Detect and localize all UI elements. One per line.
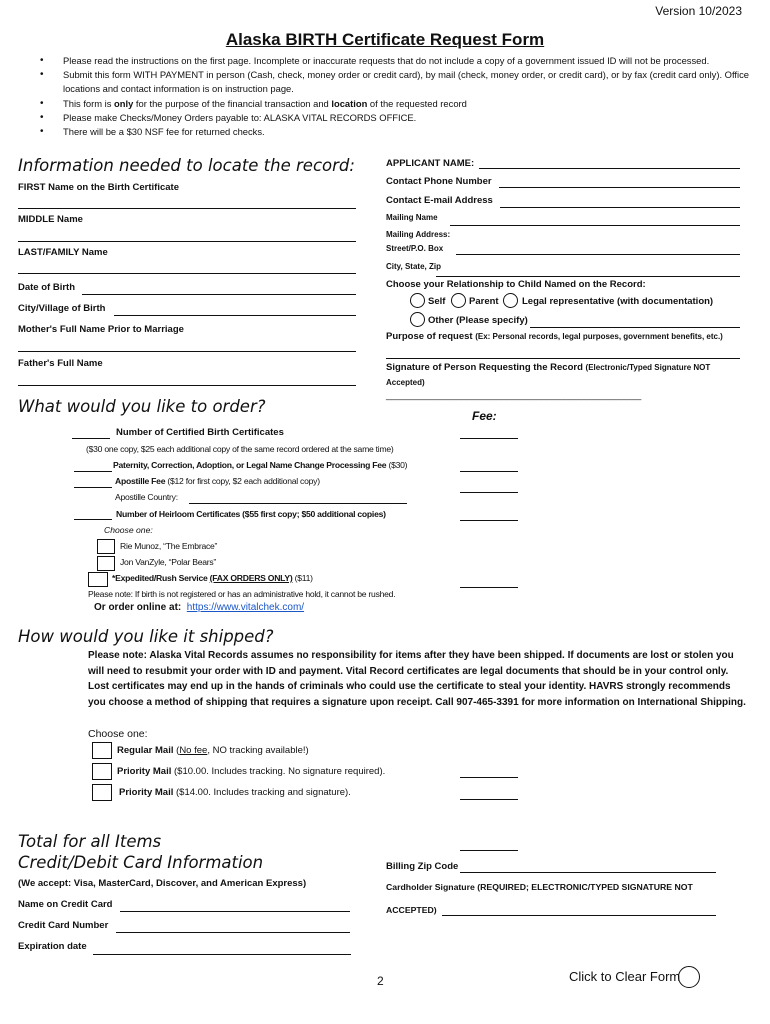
instruction-text: There will be a $30 NSF fee for returned checks.: [63, 126, 265, 138]
shipping-choose-one: Choose one:: [88, 728, 148, 740]
instruction-item: [38, 125, 750, 139]
mailing-name-field[interactable]: [450, 225, 740, 226]
paternity-line: [113, 460, 407, 470]
city-birth-field[interactable]: [114, 315, 356, 316]
priority-signature-line: [119, 787, 351, 798]
instruction-text: location: [331, 97, 368, 109]
apostille-fee-field[interactable]: [460, 492, 518, 493]
paternity-fee-field[interactable]: [460, 471, 518, 472]
certified-note: ($30 one copy, $25 each additional copy of the same record ordered at the same time): [86, 444, 394, 454]
instruction-text: Please make Checks/Money Orders payable to: ALASKA VITAL RECORDS OFFICE.: [63, 111, 417, 123]
relationship-parent-label: Parent: [469, 296, 499, 307]
billing-zip-label: Billing Zip Code: [386, 861, 459, 872]
apostille-label: Apostille Fee: [115, 476, 166, 486]
city-state-zip-field[interactable]: [436, 276, 740, 277]
relationship-other-label: Other (Please specify): [428, 315, 528, 326]
priority-signature-desc: ($14.00. Includes tracking and signature).: [176, 787, 351, 798]
expiration-label: Expiration date: [18, 941, 87, 952]
accepted-cards-note: (We accept: Visa, MasterCard, Discover, and American Express): [18, 878, 307, 889]
priority-mail-line: [117, 766, 385, 777]
email-label: Contact E-mail Address: [386, 195, 493, 206]
priority-mail-checkbox[interactable]: [92, 763, 112, 780]
expiration-field[interactable]: [93, 954, 351, 955]
clear-form-label: Click to Clear Form: [569, 969, 681, 984]
purpose-field[interactable]: [386, 358, 740, 359]
relationship-legal-label: Legal representative (with documentation): [522, 296, 714, 307]
heirloom-label: Number of Heirloom Certificates ($55 first copy; $50 additional copies): [116, 509, 386, 519]
online-order-line: [94, 602, 304, 613]
name-on-card-label: Name on Credit Card: [18, 899, 113, 910]
instruction-text: Submit this form WITH PAYMENT in person (Cash, check, money order or credit card), by mail (check, money order, or credit card), or by fax (credit card only). Office locations and contact information is on instruction page.: [63, 69, 749, 95]
cardholder-signature-label: Cardholder Signature (REQUIRED; ELECTRONIC/TYPED SIGNATURE NOT: [386, 882, 693, 892]
heirloom-embrace-checkbox[interactable]: [97, 539, 115, 554]
priority-signature-fee-field[interactable]: [460, 799, 518, 800]
signature-hint-2: Accepted): [386, 378, 425, 387]
apostille-country-field[interactable]: [189, 503, 407, 504]
father-name-label: Father's Full Name: [18, 358, 103, 369]
apostille-country-label: Apostille Country:: [115, 492, 178, 502]
priority-signature-label: Priority Mail: [119, 787, 174, 798]
first-name-field[interactable]: [18, 208, 356, 209]
instruction-text: for the purpose of the financial transaction and: [133, 97, 332, 109]
shipping-note: Please note: Alaska Vital Records assumes no responsibility for items after they have been shipped. If documents are lost or stolen you will need to resubmit your order with ID and payment. Vital Record certificates are legal documents that should be in your control only. Lost certificates may end up in the hands of criminals who could use the certificate to steal your identity. HAVRS strongly recommends you choose a method of shipping that requires a signature upon receipt. Call 907-465-3391 for more information on International Shipping.: [88, 650, 746, 708]
certified-quantity-field[interactable]: [72, 438, 110, 439]
rush-note: Please note: If birth is not registered or has an administrative hold, it cannot be rushed.: [88, 589, 396, 599]
city-birth-label: City/Village of Birth: [18, 303, 106, 314]
expedited-checkbox[interactable]: [88, 572, 108, 587]
relationship-self-radio[interactable]: [410, 293, 425, 308]
priority-mail-desc: ($10.00. Includes tracking. No signature required).: [174, 766, 386, 777]
instruction-text: of the requested record: [367, 97, 467, 109]
name-on-card-field[interactable]: [120, 911, 350, 912]
instructions-list: [38, 54, 750, 139]
instruction-text: Please read the instructions on the first page. Incomplete or inaccurate requests that do not include a copy of a government issued ID will not be processed.: [63, 55, 710, 66]
father-name-field[interactable]: [18, 385, 356, 386]
heirloom-polar-bears-checkbox[interactable]: [97, 556, 115, 571]
phone-field[interactable]: [499, 187, 740, 188]
signature-label: Signature of Person Requesting the Record: [386, 362, 583, 373]
last-name-label: LAST/FAMILY Name: [18, 247, 108, 258]
regular-mail-nofee: No fee: [179, 745, 208, 756]
instruction-item: [38, 97, 750, 111]
regular-mail-label: Regular Mail: [117, 745, 174, 756]
relationship-legal-radio[interactable]: [503, 293, 518, 308]
phone-label: Contact Phone Number: [386, 176, 492, 187]
signature-line-label: [386, 362, 710, 373]
paternity-quantity-field[interactable]: [74, 471, 112, 472]
purpose-line: [386, 331, 723, 342]
instruction-item: [38, 111, 750, 125]
applicant-name-field[interactable]: [479, 168, 740, 169]
cardholder-signature-field[interactable]: [442, 915, 716, 916]
online-order-label: Or order online at:: [94, 602, 182, 613]
card-heading: Credit/Debit Card Information: [18, 853, 264, 872]
form-title: Alaska BIRTH Certificate Request Form: [225, 30, 545, 49]
relationship-self-label: Self: [428, 296, 446, 307]
purpose-hint: (Ex: Personal records, legal purposes, government benefits, etc.): [475, 332, 723, 341]
heirloom-quantity-field[interactable]: [74, 519, 112, 520]
relationship-parent-radio[interactable]: [451, 293, 466, 308]
heirloom-fee-field[interactable]: [460, 520, 518, 521]
purpose-label: Purpose of request: [386, 331, 473, 342]
signature-field[interactable]: ___________________________________________________: [386, 390, 642, 400]
priority-mail-fee-field[interactable]: [460, 777, 518, 778]
mailing-name-label: Mailing Name: [386, 213, 438, 222]
heirloom-embrace-label: Rie Munoz, “The Embrace”: [120, 541, 218, 551]
relationship-other-field[interactable]: [530, 327, 740, 328]
regular-mail-desc: , NO tracking available!): [207, 745, 309, 756]
mother-name-label: Mother's Full Name Prior to Marriage: [18, 324, 184, 335]
expedited-fax-only: (FAX ORDERS ONLY): [209, 573, 293, 583]
total-field[interactable]: [460, 850, 518, 851]
applicant-name-label: APPLICANT NAME:: [386, 158, 475, 169]
vitalchek-link[interactable]: https://www.vitalchek.com/: [186, 602, 305, 613]
regular-mail-checkbox[interactable]: [92, 742, 112, 759]
relationship-label: Choose your Relationship to Child Named on the Record:: [386, 279, 646, 290]
card-number-field[interactable]: [116, 932, 350, 933]
instruction-text: This form is: [63, 97, 115, 109]
heirloom-choose-one: Choose one:: [104, 525, 153, 535]
expedited-price: ($11): [294, 573, 313, 583]
instruction-text: only: [114, 97, 134, 109]
relationship-other-radio[interactable]: [410, 312, 425, 327]
instruction-item: [38, 68, 750, 96]
priority-mail-label: Priority Mail: [117, 766, 172, 777]
card-number-label: Credit Card Number: [18, 920, 109, 931]
street-field[interactable]: [456, 254, 740, 255]
expedited-fee-field[interactable]: [460, 587, 518, 588]
clear-form-button[interactable]: [678, 966, 700, 988]
expedited-line: [112, 573, 313, 583]
first-name-label: FIRST Name on the Birth Certificate: [18, 182, 179, 193]
apostille-quantity-field[interactable]: [74, 487, 112, 488]
last-name-field[interactable]: [18, 273, 356, 274]
billing-zip-field[interactable]: [460, 872, 716, 873]
dob-field[interactable]: [82, 294, 356, 295]
dob-label: Date of Birth: [18, 282, 75, 293]
email-field[interactable]: [500, 207, 740, 208]
total-heading: Total for all Items: [18, 832, 162, 851]
shipping-heading: How would you like it shipped?: [18, 627, 274, 646]
apostille-price: ($12 for first copy, $2 each additional copy): [167, 476, 320, 486]
middle-name-label: MIDDLE Name: [18, 214, 83, 225]
page-number: 2: [377, 974, 384, 988]
paternity-label: Paternity, Correction, Adoption, or Legal Name Change Processing Fee: [113, 460, 387, 470]
heirloom-polar-bears-label: Jon VanZyle, “Polar Bears”: [120, 557, 217, 567]
cardholder-signature-label-2: ACCEPTED): [386, 905, 437, 915]
mother-name-field[interactable]: [18, 351, 356, 352]
apostille-line: [115, 476, 320, 486]
version-label: Version 10/2023: [655, 4, 742, 18]
signature-hint: (Electronic/Typed Signature NOT: [585, 363, 711, 372]
regular-mail-line: Regular Mail (No fee, NO tracking available!): [117, 745, 309, 756]
order-heading: What would you like to order?: [18, 397, 266, 416]
street-label: Street/P.O. Box: [386, 244, 444, 253]
middle-name-field[interactable]: [18, 241, 356, 242]
priority-signature-checkbox[interactable]: [92, 784, 112, 801]
city-state-zip-label: City, State, Zip: [386, 262, 441, 271]
certified-fee-field[interactable]: [460, 438, 518, 439]
expedited-label: *Expedited/Rush Service: [112, 573, 208, 583]
mailing-address-label: Mailing Address:: [386, 230, 451, 239]
paternity-price: ($30): [388, 460, 408, 470]
certified-label: Number of Certified Birth Certificates: [116, 427, 284, 438]
locate-heading: Information needed to locate the record:: [18, 156, 355, 175]
fee-label: Fee:: [472, 409, 497, 423]
instruction-item: [38, 54, 750, 68]
